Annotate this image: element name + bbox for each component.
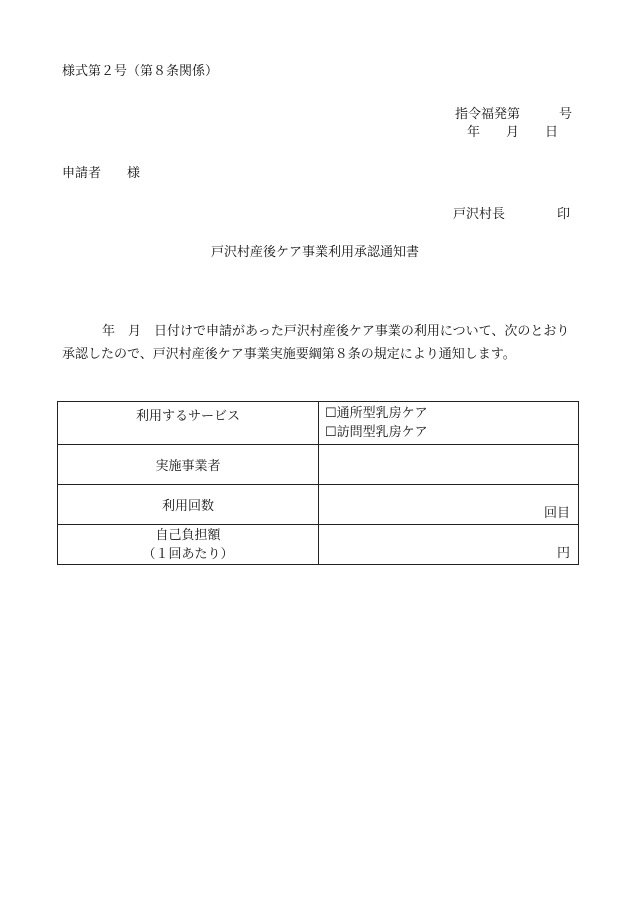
form-number: 様式第２号（第８条関係） [62, 64, 219, 79]
table-row [58, 445, 579, 485]
approval-table [57, 401, 579, 565]
table-row [58, 525, 579, 565]
count-label: 利用回数 [161, 499, 214, 514]
fee-label-cell [58, 525, 319, 565]
fee-unit: 円 [556, 546, 570, 561]
table-row [58, 485, 579, 525]
issuer-seal: 戸沢村長 印 [452, 207, 570, 222]
provider-value-cell[interactable] [319, 445, 579, 485]
document-title: 戸沢村産後ケア事業利用承認通知書 [210, 245, 419, 260]
count-unit: 回目 [543, 506, 570, 521]
fee-label-note: （１回あたり） [142, 546, 234, 562]
provider-label-cell [58, 445, 319, 485]
fee-label: 自己負担額 [155, 527, 221, 543]
provider-label: 実施事業者 [155, 459, 221, 474]
checkbox-day-care[interactable]: ☐通所型乳房ケア [325, 406, 428, 421]
addressee: 申請者 様 [62, 166, 141, 181]
count-value-cell[interactable] [319, 485, 579, 525]
checkbox-home-visit[interactable]: ☐訪問型乳房ケア [325, 425, 428, 440]
body-paragraph: 年 月 日付けで申請があった戸沢村産後ケア事業の利用について、次のとおり承認したので、戸沢村産後ケア事業実施要綱第８条の規定により通知します。 [62, 324, 570, 362]
service-label-cell [58, 402, 319, 445]
service-label: 利用するサービス [135, 409, 240, 424]
fee-value-cell[interactable] [319, 525, 579, 565]
count-label-cell [58, 485, 319, 525]
table-row [58, 402, 579, 445]
issue-date: 年 月 日 [466, 125, 558, 140]
document-number: 指令福発第 号 [454, 107, 572, 122]
service-options-cell [319, 402, 579, 445]
